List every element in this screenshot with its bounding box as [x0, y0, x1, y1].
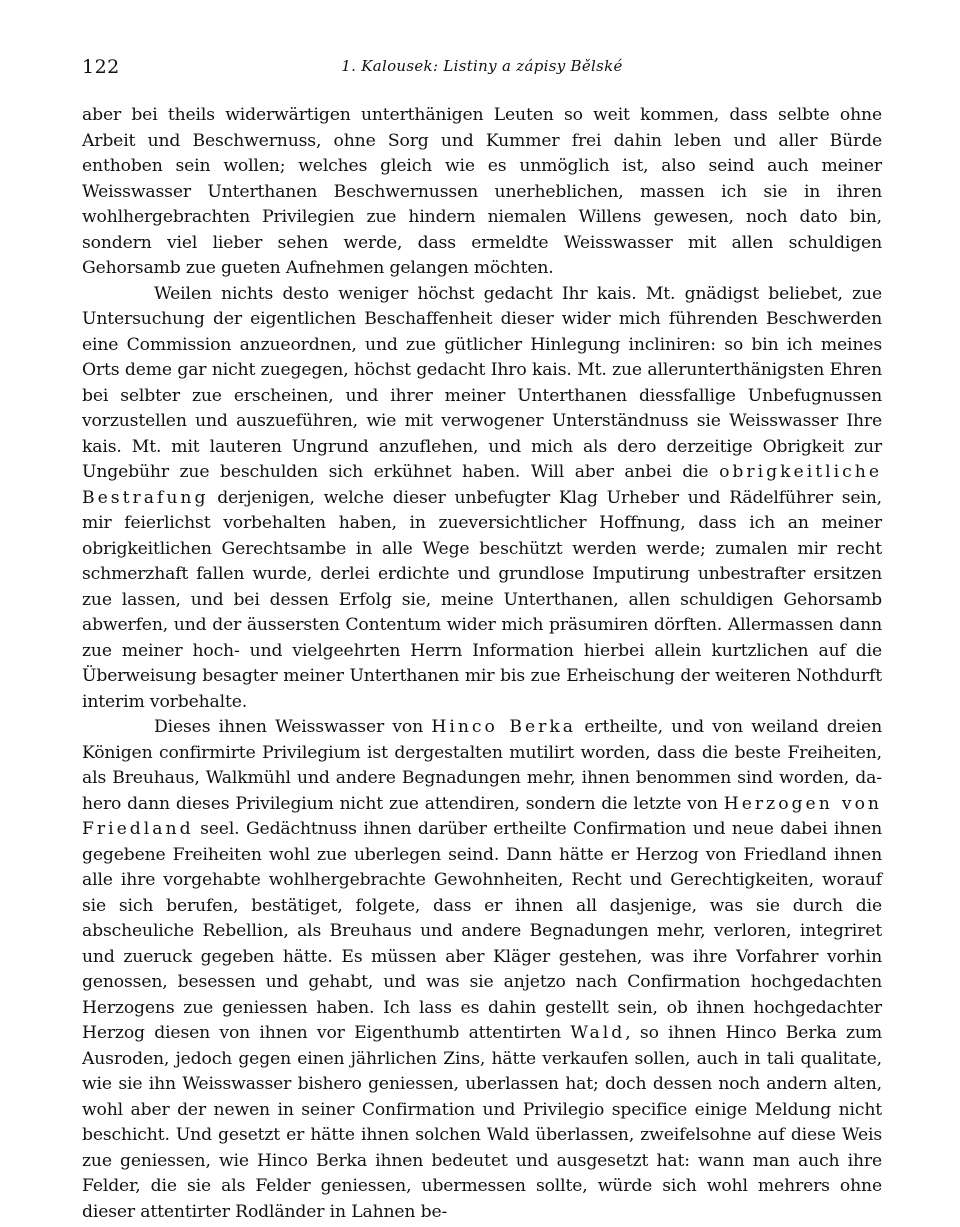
spaced-emphasis: Wald	[570, 1023, 626, 1043]
text-run: derjenigen, welche dieser unbefugter Klag Urheber und Rädelführer sein, mir feierlichst vorbehalten haben, in zueversichtlicher Hoffnung, dass ich an meiner obrigkeitlichen Gerechtsambe in alle Wege beschützt werden werde; zumalen mir recht schmerzhaft fallen wurde, derlei erdichte und grundlose Imputirung unbestrafter ersitzen zue lassen, und bei dessen Erfolg sie, meine Unterthanen, allen schuldigen Gehorsamb abwerfen, und der äussersten Contentum wider mich präsumiren dörften. Allermassen dann zue meiner hoch- und vielgeehrten Herrn Information hierbei allein kurtzlichen auf die Überweisung besagter meiner Unterthanen mir bis zue Erheischung der weiteren Nothdurft interim vorbehalte.	[82, 487, 882, 712]
spaced-emphasis: obrigkeitliche Bestrafung	[82, 462, 882, 508]
spaced-emphasis: Herzogen von Friedland	[82, 793, 882, 839]
paragraph-1	[82, 103, 882, 282]
page-number: 122	[82, 56, 120, 78]
text-run: ertheilte, und von weiland dreien Königen confirmirte Privilegium ist dergestalten mutilirt worden, dass die beste Freiheiten, als Breuhaus, Walkmühl und andere Begnadungen mehr, ihnen benommen sind worden, dahero dann dieses Privilegium nicht zue attendiren, sondern die letzte von	[82, 717, 882, 814]
text-run: seel. Gedächtnuss ihnen darüber ertheilte Confirmation und neue dabei ihnen gegebene Freiheiten wohl zue uberlegen seind. Dann hätte er Herzog von Friedland ihnen alle ihre vorgehabte wohlhergebrachte Gewohnheiten, Recht und Gerechtigkeiten, worauf sie sich berufen, bestätiget, folgete, dass er ihnen all dasjenige, was sie durch die abscheuliche Rebellion, als Breuhaus und andere Begnadungen mehr, verloren, integriret und zueruck gegeben hätte. Es müssen aber Kläger gestehen, was ihre Vorfahrer vorhin genossen, besessen und gehabt, und was sie anjetzo nach Confirmation hochgedachten Herzogens zue geniessen haben. Ich lass es dahin gestellt sein, ob ihnen hochgedachter Herzog diesen von ihnen vor Eigenthumb attentirten	[82, 819, 882, 1043]
text-run: Dieses ihnen Weisswasser von	[154, 717, 432, 737]
body-text	[82, 103, 882, 1225]
text-run: , so ihnen Hinco Berka zum Ausroden, jedoch gegen einen jährlichen Zins, hätte verkaufen sollen, auch in tali qualitate, wie sie ihn Weisswasser bishero geniessen, uberlassen hat; doch dessen noch andern alten, wohl aber der newen in seiner Confirmation und Privilegio specifice einige Meldung nicht beschicht. Und gesetzt er hätte ihnen solchen Wald überlassen, zweifelsohne auf diese Weis zue geniessen, wie Hinco Berka ihnen bedeutet und ausgesetzt hat: wann man auch ihre Felder, die sie als Felder geniessen, ubermessen sollte, würde sich wohl mehrers ohne dieser attentirter Rodländer in Lahnen be-	[82, 1023, 882, 1222]
text-run: aber bei theils widerwärtigen unterthänigen Leuten so weit kommen, dass selbte ohne Arbeit und Beschwernuss, ohne Sorg und Kummer frei dahin leben und aller Bürde enthoben sein wollen; welches gleich wie es unmöglich ist, also seind auch meiner Weisswasser Unterthanen Beschwernussen unerheblichen, massen ich sie in ihren wohlhergebrachten Privilegien zue hindern niemalen Willens gewesen, noch dato bin, sondern viel lieber sehen werde, dass ermeldte Weisswasser mit allen schuldigen Gehorsamb zue gueten Aufnehmen gelangen möchten.	[82, 105, 882, 278]
paragraph-3	[82, 715, 882, 1225]
text-run: Weilen nichts desto weniger höchst gedacht Ihr kais. Mt. gnädigst beliebet, zue Untersuchung der eigentlichen Beschaffenheit dieser wider mich führenden Beschwerden eine Commission anzueordnen, und zue gütlicher Hinlegung incliniren: so bin ich meines Orts deme gar nicht zuegegen, höchst gedacht Ihro kais. Mt. zue allerunterthänigsten Ehren bei selbter zue erscheinen, und ihrer meiner Unterthanen diessfallige Unbefugnussen vorzustellen und auszueführen, wie mit verwogener Unterständnuss sie Weisswasser Ihre kais. Mt. mit lauteren Ungrund anzuflehen, und mich als dero derzeitige Obrigkeit zur Ungebühr zue beschulden sich erkühnet haben. Will aber anbei die	[82, 283, 882, 482]
paragraph-2	[82, 282, 882, 716]
spaced-emphasis: Hinco Berka	[431, 717, 577, 737]
running-title: 1. Kalousek: Listiny a zápisy Bělské	[341, 57, 623, 75]
page-header	[82, 56, 882, 86]
